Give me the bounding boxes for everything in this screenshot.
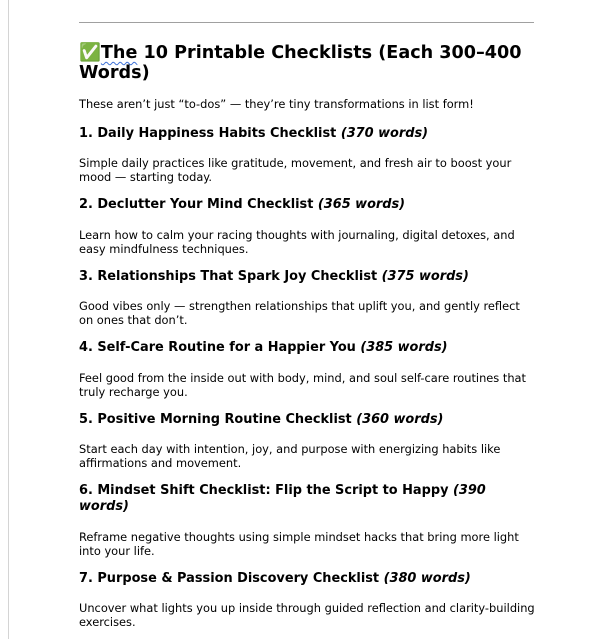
title-spellcheck-word: The (100, 43, 138, 63)
word-count: (385 words) (360, 340, 448, 355)
intro-paragraph: These aren’t just “to-dos” — they’re tiny transformations in list form! (79, 97, 474, 111)
checklist-heading-7 (79, 571, 539, 587)
checklist-title: 6. Mindset Shift Checklist: Flip the Script to Happy (79, 483, 453, 498)
checklist-title: 4. Self-Care Routine for a Happier You (79, 340, 361, 355)
word-count: (375 words) (381, 269, 469, 284)
checklist-description-7: Uncover what lights you up inside through guided reflection and clarity-building exercises. (79, 601, 535, 629)
checklist-description-6: Reframe negative thoughts using simple mindset hacks that bring more light into your life. (79, 530, 519, 558)
checklist-title: 2. Declutter Your Mind Checklist (79, 197, 318, 212)
checklist-title: 3. Relationships That Spark Joy Checklist (79, 269, 382, 284)
document-title (79, 43, 549, 83)
check-mark-icon: ✅ (79, 43, 101, 63)
page-left-edge (8, 0, 9, 639)
word-count: (360 words) (356, 412, 444, 427)
checklist-description-1: Simple daily practices like gratitude, movement, and fresh air to boost your mood — starting today. (79, 156, 512, 184)
word-count: (390 words) (79, 483, 486, 514)
word-count: (380 words) (383, 571, 471, 586)
checklist-heading-6 (79, 483, 539, 515)
checklist-heading-5 (79, 412, 539, 428)
horizontal-rule (79, 22, 534, 23)
word-count: (365 words) (317, 197, 406, 212)
checklist-title: 7. Purpose & Passion Discovery Checklist (79, 571, 384, 586)
checklist-heading-2 (79, 197, 539, 213)
checklist-title: 5. Positive Morning Routine Checklist (79, 412, 357, 427)
checklist-heading-4 (79, 340, 539, 356)
checklist-heading-3 (79, 269, 539, 285)
checklist-description-4: Feel good from the inside out with body, mind, and soul self-care routines that truly recharge you. (79, 371, 526, 399)
checklist-description-3: Good vibes only — strengthen relationships that uplift you, and gently reflect on ones that don’t. (79, 299, 520, 327)
title-text: 10 Printable Checklists (Each 300–400 Words) (79, 43, 522, 83)
checklist-title: 1. Daily Happiness Habits Checklist (79, 126, 341, 141)
checklist-description-5: Start each day with intention, joy, and purpose with energizing habits like affirmations and movement. (79, 442, 501, 470)
checklist-heading-1 (79, 126, 539, 142)
checklist-description-2: Learn how to calm your racing thoughts with journaling, digital detoxes, and easy mindfulness techniques. (79, 228, 515, 256)
word-count: (370 words) (340, 126, 429, 141)
